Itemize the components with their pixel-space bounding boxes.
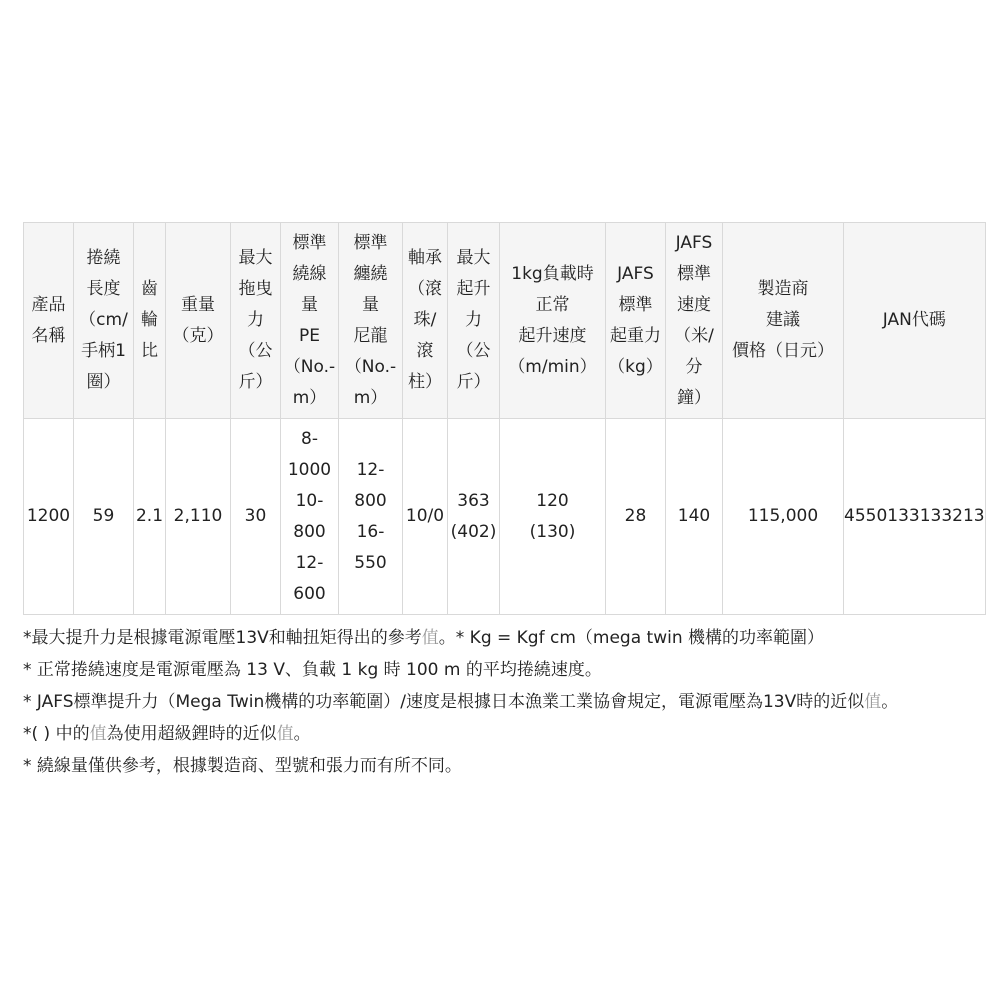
footnotes: [23, 622, 973, 782]
header-jan-code: JAN代碼: [844, 223, 986, 419]
cell-max-drag: 30: [231, 419, 281, 615]
header-nylon-capacity: 標準 纏繞 量 尼龍 （No.- m）: [339, 223, 403, 419]
cell-bearings: 10/0: [403, 419, 448, 615]
header-jafs-lift: JAFS 標準 起重力 （kg）: [606, 223, 666, 419]
header-jafs-speed: JAFS 標準 速度 （米/ 分 鐘）: [666, 223, 723, 419]
header-pe-capacity: 標準 繞線 量 PE （No.- m）: [281, 223, 339, 419]
header-retrieve-length: 捲繞 長度 （cm/ 手柄1 圈）: [74, 223, 134, 419]
footnote-line-capacity: * 繞線量僅供參考，根據製造商、型號和張力而有所不同。: [23, 756, 462, 776]
cell-weight: 2,110: [166, 419, 231, 615]
header-row: [24, 223, 986, 419]
footnote-jafs: * JAFS標準提升力（Mega Twin機構的功率範圍）/速度是根據日本漁業工業協會規定，電源電壓為13V時的近似值。: [23, 692, 899, 712]
cell-pe-capacity: 8- 1000 10- 800 12- 600: [281, 419, 339, 615]
cell-retrieve-length: 59: [74, 419, 134, 615]
cell-jafs-speed: 140: [666, 419, 723, 615]
header-price: 製造商 建議 價格（日元）: [723, 223, 844, 419]
spec-table: [23, 222, 986, 615]
cell-gear-ratio: 2.1: [134, 419, 166, 615]
footnote-retrieve-speed: * 正常捲繞速度是電源電壓為 13 V、負載 1 kg 時 100 m 的平均捲繞速度。: [23, 660, 602, 680]
table-row: [24, 419, 986, 615]
cell-max-lift: 363 (402): [448, 419, 500, 615]
cell-lift-speed: 120 (130): [500, 419, 606, 615]
cell-jan-code: 4550133133213: [844, 419, 986, 615]
header-bearings: 軸承 （滾 珠/ 滾 柱）: [403, 223, 448, 419]
header-max-drag: 最大 拖曳 力 （公 斤）: [231, 223, 281, 419]
cell-jafs-lift: 28: [606, 419, 666, 615]
header-lift-speed: 1kg負載時 正常 起升速度 （m/min）: [500, 223, 606, 419]
header-max-lift: 最大 起升 力 （公 斤）: [448, 223, 500, 419]
header-weight: 重量 （克）: [166, 223, 231, 419]
footnote-max-lift: *最大提升力是根據電源電壓13V和軸扭矩得出的參考值。* Kg = Kgf cm（mega twin 機構的功率範圍）: [23, 628, 824, 648]
cell-product-name: 1200: [24, 419, 74, 615]
header-gear-ratio: 齒 輪 比: [134, 223, 166, 419]
header-product-name: 產品 名稱: [24, 223, 74, 419]
footnote-parentheses: *( ) 中的值為使用超級鋰時的近似值。: [23, 724, 311, 744]
cell-price: 115,000: [723, 419, 844, 615]
cell-nylon-capacity: 12- 800 16- 550: [339, 419, 403, 615]
